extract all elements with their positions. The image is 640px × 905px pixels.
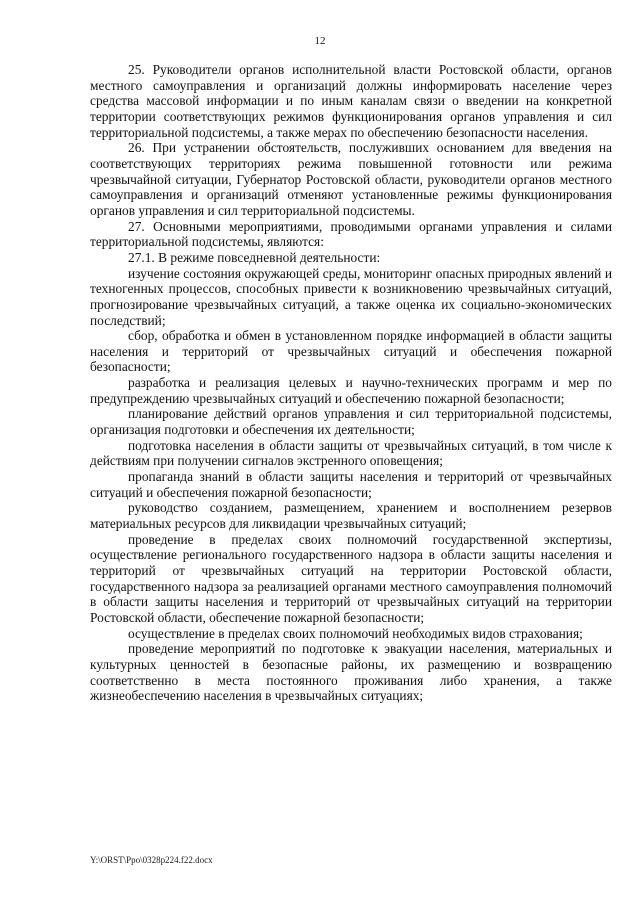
list-item: подготовка населения в области защиты от чрезвычайных ситуаций, в том числе к действиям при получении сигналов экстренного оповещения; xyxy=(90,437,612,469)
list-item: проведение мероприятий по подготовке к эвакуации населения, материальных и культурных ценностей в безопасные районы, их размещению и возвращению соответственно в места постоянного проживания либо хранения, а также жизнеобеспечению населения в чрезвычайных ситуациях; xyxy=(90,641,612,704)
list-item: сбор, обработка и обмен в установленном порядке информацией в области защиты населения и территорий от чрезвычайных ситуаций и обеспечения пожарной безопасности; xyxy=(90,328,612,375)
list-item: руководство созданием, размещением, хранением и восполнением резервов материальных ресурсов для ликвидации чрезвычайных ситуаций; xyxy=(90,500,612,532)
list-item: разработка и реализация целевых и научно-технических программ и мер по предупреждению чрезвычайных ситуаций и обеспечению пожарной безопасности; xyxy=(90,375,612,406)
list-item: планирование действий органов управления и сил территориальной подсистемы, организация подготовки и обеспечения их деятельности; xyxy=(90,406,612,438)
paragraph-25: 25. Руководители органов исполнительной власти Ростовской области, органов местного самоуправления и организаций должны информировать население через средства массовой информации и по иным каналам связи о введении на конкретной территории соответствующих режимов функционирования органов управления и сил территориальной подсистемы, а также мерах по обеспечению безопасности населения. xyxy=(90,62,612,140)
paragraph-27-1: 27.1. В режиме повседневной деятельности: xyxy=(128,249,381,265)
list-item: проведение в пределах своих полномочий государственной экспертизы, осуществление регионального государственного надзора в области защиты населения и территорий от чрезвычайных ситуаций на территории Ростовской области, государственного надзора за реализацией органами местного самоуправления полномочий в области защиты населения и территорий от чрезвычайных ситуаций на территории Ростовской области, обеспечение пожарной безопасности; xyxy=(90,531,612,625)
page-number: 12 xyxy=(314,35,326,47)
document-body xyxy=(90,62,612,704)
list-item: пропаганда знаний в области защиты населения и территорий от чрезвычайных ситуаций и обеспечения пожарной безопасности; xyxy=(90,469,612,500)
list-item: осуществление в пределах своих полномочий необходимых видов страхования; xyxy=(128,625,583,641)
footer-file-path: Y:\ORST\Ppo\0328p224.f22.docx xyxy=(90,855,213,865)
list-item: изучение состояния окружающей среды, мониторинг опасных природных явлений и техногенных процессов, способных привести к возникновению чрезвычайных ситуаций, прогнозирование чрезвычайных ситуаций, а также оценка их социально-экономических последствий; xyxy=(90,265,612,328)
paragraph-26: 26. При устранении обстоятельств, послуживших основанием для введения на соответствующих территориях режима повышенной готовности или режима чрезвычайной ситуации, Губернатор Ростовской области, руководители органов местного самоуправления и организаций отменяют установленные режимы функционирования органов управления и сил территориальной подсистемы. xyxy=(90,140,612,218)
paragraph-27: 27. Основными мероприятиями, проводимыми органами управления и силами территориальной подсистемы, являются: xyxy=(90,218,612,250)
